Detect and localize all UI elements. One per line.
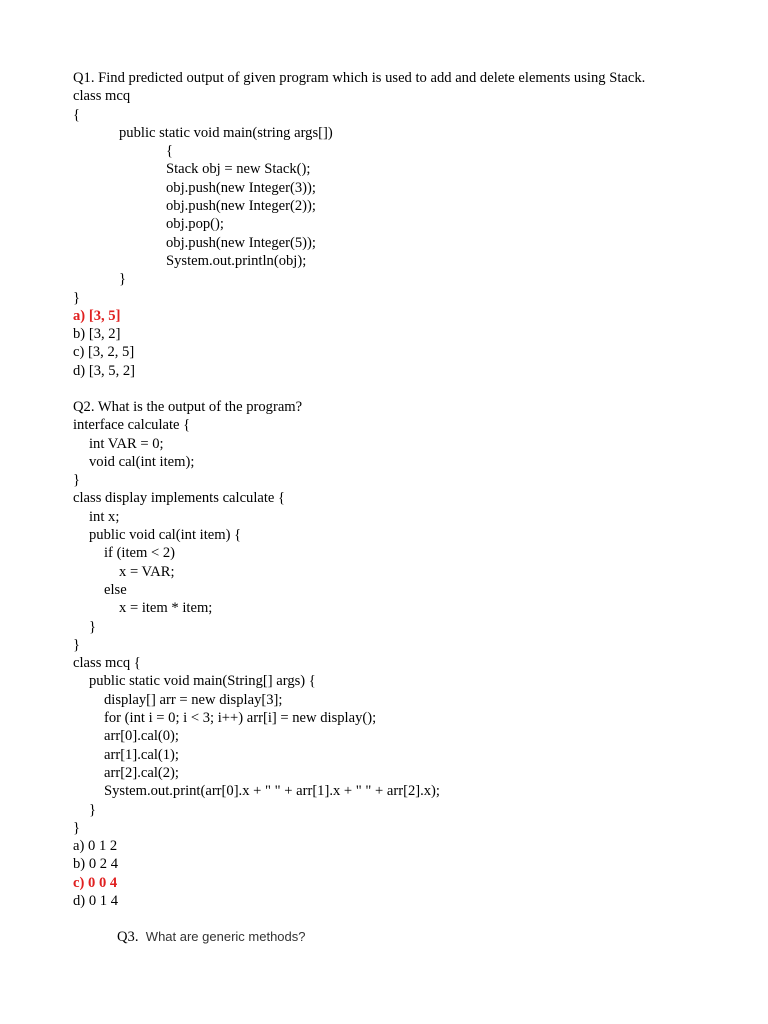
code-line: arr[2].cal(2); bbox=[104, 764, 179, 781]
code-line: } bbox=[73, 819, 81, 836]
option-letter: d) bbox=[73, 362, 86, 379]
code-line: } bbox=[73, 472, 81, 489]
option-letter: a) bbox=[73, 838, 85, 855]
question-3-label: Q3. bbox=[117, 929, 139, 945]
code-line: System.out.println(obj); bbox=[166, 252, 307, 269]
option-text: [3, 2, 5] bbox=[88, 344, 135, 361]
option-text: 0 1 2 bbox=[88, 838, 118, 855]
code-line: arr[0].cal(0); bbox=[104, 728, 179, 745]
option-c-correct bbox=[73, 874, 753, 892]
code-line: Stack obj = new Stack(); bbox=[166, 161, 311, 178]
code-line: } bbox=[89, 801, 97, 818]
question-2-text: Q2. What is the output of the program? bbox=[73, 399, 303, 415]
option-d bbox=[73, 362, 753, 380]
code-line: interface calculate { bbox=[73, 417, 191, 434]
code-line: arr[1].cal(1); bbox=[104, 746, 179, 763]
code-line: for (int i = 0; i < 3; i++) arr[i] = new display(); bbox=[104, 710, 377, 727]
code-line: x = item * item; bbox=[119, 600, 213, 617]
code-line: int x; bbox=[89, 508, 120, 525]
option-letter: c) bbox=[73, 874, 85, 891]
code-line: x = VAR; bbox=[119, 563, 175, 580]
code-line: } bbox=[73, 289, 81, 306]
question-2 bbox=[73, 398, 753, 910]
option-letter: b) bbox=[73, 856, 86, 873]
option-a bbox=[73, 837, 753, 855]
option-letter: b) bbox=[73, 326, 86, 343]
code-line: obj.pop(); bbox=[166, 216, 224, 233]
option-d bbox=[73, 892, 753, 910]
code-line: obj.push(new Integer(3)); bbox=[166, 179, 316, 196]
code-line: public void cal(int item) { bbox=[89, 527, 242, 544]
code-line: public static void main(String[] args) { bbox=[89, 673, 316, 690]
option-letter: d) bbox=[73, 893, 86, 910]
option-letter: a) bbox=[73, 307, 86, 324]
code-line: { bbox=[73, 106, 81, 123]
code-line: void cal(int item); bbox=[89, 453, 195, 470]
option-text: [3, 5, 2] bbox=[88, 362, 136, 379]
option-a-correct bbox=[73, 307, 753, 325]
code-line: obj.push(new Integer(2)); bbox=[166, 198, 316, 215]
option-b bbox=[73, 855, 753, 873]
option-b bbox=[73, 325, 753, 343]
option-c bbox=[73, 343, 753, 361]
code-line: class display implements calculate { bbox=[73, 490, 286, 507]
code-line: if (item < 2) bbox=[104, 545, 176, 562]
option-text: 0 1 4 bbox=[88, 893, 119, 910]
question-1 bbox=[73, 69, 753, 380]
code-line: display[] arr = new display[3]; bbox=[104, 691, 283, 708]
question-3-text: What are generic methods? bbox=[145, 929, 306, 944]
option-text: 0 0 4 bbox=[88, 874, 118, 891]
option-text: 0 2 4 bbox=[88, 856, 119, 873]
code-line: System.out.print(arr[0].x + " " + arr[1].x + " " + arr[2].x); bbox=[104, 783, 440, 800]
option-text: [3, 2] bbox=[88, 326, 121, 343]
option-text: [3, 5] bbox=[88, 307, 121, 324]
option-letter: c) bbox=[73, 344, 85, 361]
question-1-text: Q1. Find predicted output of given program which is used to add and delete elements using Stack. bbox=[73, 70, 646, 86]
code-line: int VAR = 0; bbox=[89, 435, 164, 452]
code-line: class mcq bbox=[73, 88, 131, 105]
code-line: obj.push(new Integer(5)); bbox=[166, 234, 316, 251]
code-line: } bbox=[119, 271, 127, 288]
code-line: public static void main(string args[]) bbox=[119, 124, 333, 141]
code-line: class mcq { bbox=[73, 655, 141, 672]
code-line: } bbox=[89, 618, 97, 635]
code-line: { bbox=[166, 143, 174, 160]
code-line: } bbox=[73, 636, 81, 653]
question-3 bbox=[117, 928, 306, 946]
code-line: else bbox=[104, 581, 127, 598]
